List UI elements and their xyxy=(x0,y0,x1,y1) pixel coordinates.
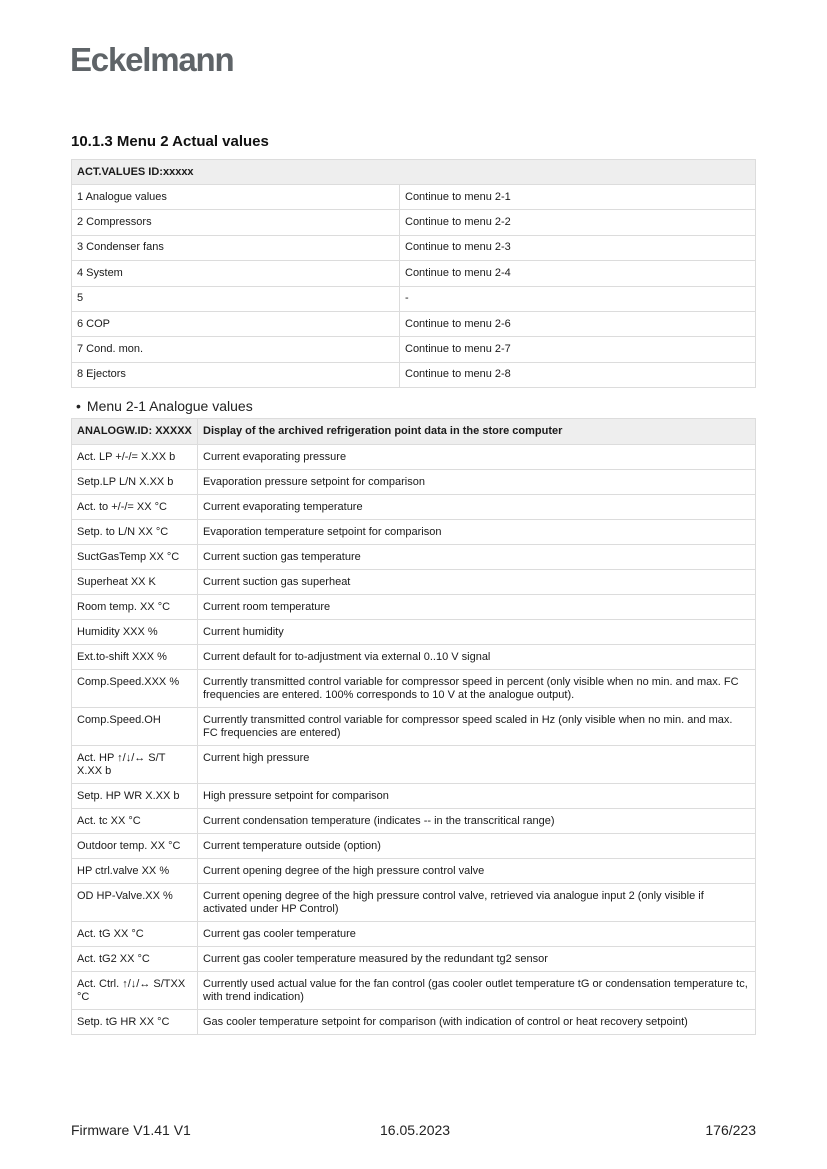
parameter-description: Current evaporating temperature xyxy=(198,495,756,520)
table-row xyxy=(72,1010,756,1035)
menu-item-label: 8 Ejectors xyxy=(72,362,400,387)
table-row xyxy=(72,834,756,859)
parameter-name: Act. HP ↑/↓/↔ S/T X.XX b xyxy=(72,746,198,784)
parameter-description: Current opening degree of the high pressure control valve, retrieved via analogue input 2 (only visible if activated under HP Control) xyxy=(198,884,756,922)
table-row xyxy=(72,620,756,645)
parameter-name: Setp. tG HR XX °C xyxy=(72,1010,198,1035)
parameter-description: Current humidity xyxy=(198,620,756,645)
table-row xyxy=(72,746,756,784)
footer-firmware: Firmware V1.41 V1 xyxy=(71,1122,191,1138)
table-row xyxy=(72,784,756,809)
parameter-name: Act. to +/-/= XX °C xyxy=(72,495,198,520)
parameter-name: Humidity XXX % xyxy=(72,620,198,645)
parameter-name: Superheat XX K xyxy=(72,570,198,595)
table-row xyxy=(72,470,756,495)
parameter-description: Evaporation pressure setpoint for comparison xyxy=(198,470,756,495)
parameter-name: HP ctrl.valve XX % xyxy=(72,859,198,884)
menu-item-target: Continue to menu 2-2 xyxy=(400,210,756,235)
menu-item-target: Continue to menu 2-6 xyxy=(400,311,756,336)
parameter-description: Current high pressure xyxy=(198,746,756,784)
parameter-description: Current evaporating pressure xyxy=(198,445,756,470)
menu-item-label: 7 Cond. mon. xyxy=(72,337,400,362)
menu-table-header: ACT.VALUES ID:xxxxx xyxy=(72,160,756,185)
table-row xyxy=(72,261,756,286)
menu-item-target: Continue to menu 2-4 xyxy=(400,261,756,286)
parameter-name: Outdoor temp. XX °C xyxy=(72,834,198,859)
parameter-name: Act. tc XX °C xyxy=(72,809,198,834)
table-row xyxy=(72,947,756,972)
table-row xyxy=(72,595,756,620)
table-row xyxy=(72,670,756,708)
parameter-description: Current suction gas superheat xyxy=(198,570,756,595)
menu-item-label: 5 xyxy=(72,286,400,311)
parameter-description: High pressure setpoint for comparison xyxy=(198,784,756,809)
parameter-description: Current gas cooler temperature xyxy=(198,922,756,947)
parameter-description: Currently transmitted control variable for compressor speed scaled in Hz (only visible when no min. and max. FC frequencies are entered) xyxy=(198,708,756,746)
parameter-description: Current room temperature xyxy=(198,595,756,620)
table-row xyxy=(72,645,756,670)
parameter-description: Evaporation temperature setpoint for comparison xyxy=(198,520,756,545)
parameter-description: Current default for to-adjustment via external 0..10 V signal xyxy=(198,645,756,670)
column-header-id: ANALOGW.ID: XXXXX xyxy=(72,419,198,445)
actual-values-menu-table xyxy=(71,159,756,388)
menu-item-target: Continue to menu 2-7 xyxy=(400,337,756,362)
table-row xyxy=(72,495,756,520)
parameter-name: Room temp. XX °C xyxy=(72,595,198,620)
table-row xyxy=(72,922,756,947)
section-title: 10.1.3 Menu 2 Actual values xyxy=(71,133,269,150)
menu-item-label: 3 Condenser fans xyxy=(72,235,400,260)
menu-item-target: Continue to menu 2-1 xyxy=(400,185,756,210)
table-row xyxy=(72,445,756,470)
table-row xyxy=(72,286,756,311)
bullet-icon: • xyxy=(76,398,81,414)
parameter-name: Act. tG2 XX °C xyxy=(72,947,198,972)
menu-item-label: 1 Analogue values xyxy=(72,185,400,210)
parameter-name: Act. LP +/-/= X.XX b xyxy=(72,445,198,470)
parameter-description: Currently transmitted control variable for compressor speed in percent (only visible when no min. and max. FC frequencies are entered. 100% corresponds to 10 V at the analogue output). xyxy=(198,670,756,708)
parameter-description: Current gas cooler temperature measured by the redundant tg2 sensor xyxy=(198,947,756,972)
eckelmann-logo: Eckelmann xyxy=(70,41,234,78)
parameter-name: Comp.Speed.OH xyxy=(72,708,198,746)
parameter-name: Setp. HP WR X.XX b xyxy=(72,784,198,809)
table-row xyxy=(72,210,756,235)
table-row xyxy=(72,884,756,922)
parameter-name: Act. tG XX °C xyxy=(72,922,198,947)
parameter-description: Current temperature outside (option) xyxy=(198,834,756,859)
table-row xyxy=(72,311,756,336)
menu-item-target: - xyxy=(400,286,756,311)
table-row xyxy=(72,859,756,884)
analogue-values-table xyxy=(71,418,756,1035)
parameter-description: Current opening degree of the high pressure control valve xyxy=(198,859,756,884)
column-header-description: Display of the archived refrigeration point data in the store computer xyxy=(198,419,756,445)
table-row xyxy=(72,362,756,387)
parameter-description: Gas cooler temperature setpoint for comparison (with indication of control or heat recovery setpoint) xyxy=(198,1010,756,1035)
parameter-name: Act. Ctrl. ↑/↓/↔ S/TXX °C xyxy=(72,972,198,1010)
parameter-description: Current condensation temperature (indicates -- in the transcritical range) xyxy=(198,809,756,834)
footer-date: 16.05.2023 xyxy=(380,1122,451,1138)
table-row xyxy=(72,545,756,570)
table-row xyxy=(72,185,756,210)
table-row xyxy=(72,337,756,362)
table-row xyxy=(72,570,756,595)
parameter-name: SuctGasTemp XX °C xyxy=(72,545,198,570)
menu-item-target: Continue to menu 2-8 xyxy=(400,362,756,387)
subsection-heading xyxy=(76,398,253,414)
table-row xyxy=(72,708,756,746)
table-row xyxy=(72,972,756,1010)
menu-item-target: Continue to menu 2-3 xyxy=(400,235,756,260)
footer-page-number: 176/223 xyxy=(705,1122,756,1138)
parameter-description: Currently used actual value for the fan control (gas cooler outlet temperature tG or condensation temperature tc, with trend indication) xyxy=(198,972,756,1010)
menu-item-label: 4 System xyxy=(72,261,400,286)
parameter-name: Comp.Speed.XXX % xyxy=(72,670,198,708)
table-row xyxy=(72,520,756,545)
parameter-name: Setp. to L/N XX °C xyxy=(72,520,198,545)
parameter-name: Setp.LP L/N X.XX b xyxy=(72,470,198,495)
subsection-title: Menu 2-1 Analogue values xyxy=(86,398,253,414)
parameter-name: OD HP-Valve.XX % xyxy=(72,884,198,922)
menu-item-label: 6 COP xyxy=(72,311,400,336)
table-row xyxy=(72,235,756,260)
parameter-name: Ext.to-shift XXX % xyxy=(72,645,198,670)
table-row xyxy=(72,809,756,834)
menu-item-label: 2 Compressors xyxy=(72,210,400,235)
parameter-description: Current suction gas temperature xyxy=(198,545,756,570)
